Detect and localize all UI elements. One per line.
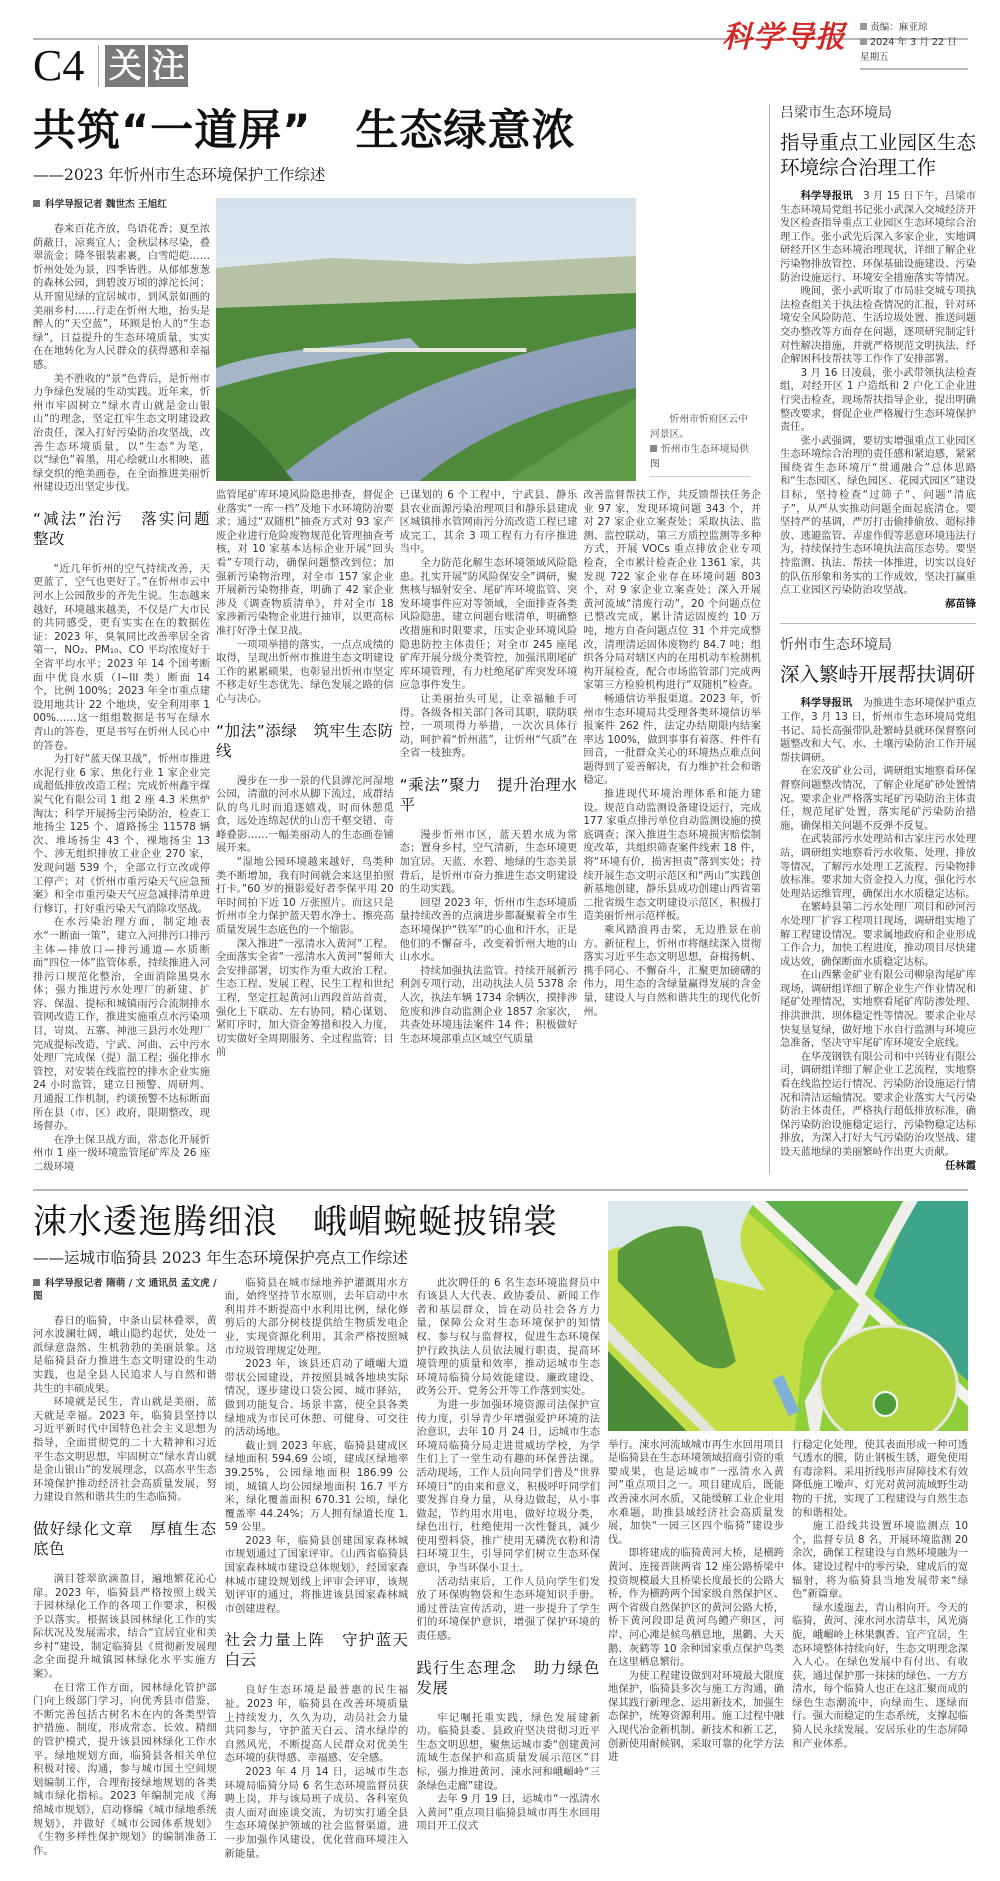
article1-subtitle: ——2023 年忻州市生态环境保护工作综述 bbox=[33, 166, 326, 184]
article1-column-4 bbox=[583, 489, 761, 1019]
body-paragraph: 在日常工作方面，园林绿化管护部门向上级部门学习，向优秀县市借鉴，不断完善包括古树名木在内的各类型管护措施、制度，形成常态、长效、精细的管护模式，提升该县园林绿化工作水平。绿地规划方面，临猗县各相关单位积极对接、沟通，参与城市国土空间规划编制工作，合理衔接绿地规划的各类城市绿化指标。2023 年编制完成《海绵城市规划》，启动修编《城市绿地系统规划》，并做好《城市公园体系规划》《生物多样性保护规划》的编制准备工作。 bbox=[33, 1681, 217, 1857]
photo-caption bbox=[650, 412, 750, 481]
story2-title: 深入繁峙开展帮扶调研 bbox=[780, 663, 976, 687]
body-paragraph: 在水污染治理方面，制定地表水“一断面一策”，建立入河排污口排污主体—排放口—排污通道—水质断面“四位一体”监管体系，持续推进入河排污口规范化整治，全面消除黑臭水体；强力推进污水处理厂的新建、扩容、保温、提标和城镇雨污合流制排水管网改造工作，推进实施重点水污染项目，岢岚、五寨、神池三县污水处理厂完成提标改造，宁武、河曲、云中污水处理厂完成保（提）温工程；强化排水管控，对安装在线监控的排水企业实施 24 小时监管，建立日预警、周研判、月通报工作机制，约谈预警不达标断面所在县（市、区）政府，限期整改，现场督办。 bbox=[33, 916, 210, 1133]
paragraph-text: 3 月 16 日凌晨，张小武带领执法检查组，对经开区 1 户造纸和 2 户化工企业进行突击检查，现场帮扶指导企业，提出明确整改要求，督促企业严格履行生态环境保护责任。 bbox=[780, 366, 976, 434]
square-bullet-icon bbox=[650, 445, 657, 452]
section-heading: “乘法”聚力 提升治理水平 bbox=[399, 775, 578, 814]
paragraph-list bbox=[780, 697, 976, 1173]
body-paragraph: 即将建成的临猗黄河大桥，是横跨黄河、连接晋陕两省 12 座公路桥梁中投资规模最大且桥梁长度最长的公路大桥，作为横跨两个国家级自然保护区、两个省级自然保护区的黄河公路大桥，桥下黄河段即是黄河鸟鳢产卵区，河岸、河心滩是候鸟栖息地，黑鹳、大天鹅、灰鹤等 10 余种国家重点保护鸟类在这里栖息繁衍。 bbox=[608, 1547, 784, 1669]
caption-rule bbox=[650, 476, 750, 477]
article1-photo-row bbox=[216, 198, 761, 481]
article2-columns-left bbox=[33, 1277, 600, 1862]
body-paragraph: 为打好“蓝天保卫战”，忻州市推进水泥行业 6 家、焦化行业 1 家企业完成超低排放改造工程；完成忻州鑫宇煤炭气化有限公司 1 组 2 座 4.3 米焦炉淘汰；科学开展扬尘污染防治，检查工地扬尘 125 个、道路扬尘 11578 辆次、堆场扬尘 43 个、裸地扬尘 13 个、涉无组织排放工业企业 270 家，发现问题 539 个，全部立行立改或停工停产；对《忻州市重污染天气应急预案》和全市重污染天气应急减排清单进行修订，打好重污染天气消除攻坚战。 bbox=[33, 753, 210, 915]
article2-column-2 bbox=[225, 1277, 409, 1862]
article1-body bbox=[33, 198, 761, 1175]
paragraph-list bbox=[216, 489, 394, 1060]
body-paragraph bbox=[780, 697, 976, 765]
article2-column-5 bbox=[792, 1439, 968, 1752]
paragraph-text: 张小武强调，要切实增强重点工业园区生态环境综合治理的责任感和紧迫感，紧紧围绕省生态环境厅“贯通融合”总体思路和“生态园区、绿色园区、花园式园区”建设目标，坚持检查“过筛子”、问题“清底子”，从严从实推动问题全面起底清仓。要坚持严的基调，严厉打击偷排偷放、超标排放、逃避监管、弄虚作假等恶意环境违法行为，持续保持生态环境执法高压态势。要坚持监测、执法、帮扶一体推进，切实以良好的队伍形象和务实的工作成效，坚决打赢重点工业园区污染防治攻坚战。 bbox=[780, 434, 977, 597]
section-heading: 社会力量上阵 守护蓝天白云 bbox=[224, 1631, 409, 1670]
article2-title: 涑水逶迤腾细浪 峨嵋蜿蜒披锦裳 bbox=[33, 1201, 558, 1242]
author-signature: 郝苗锋 bbox=[945, 597, 976, 610]
paragraph-list bbox=[33, 1315, 217, 1859]
dateline: 科学导报讯 bbox=[800, 190, 853, 202]
masthead-right bbox=[722, 20, 968, 70]
body-paragraph: 截止到 2023 年底，临猗县建成区绿地面积 594.69 公顷，建成区绿地率 39.25%，公园绿地面积 186.99 公顷，城镇人均公园绿地面积 16.7 平方米，绿化覆盖面积 670.31 公顷，绿化覆盖率 44.24%；万人拥有绿道长度 1.59 公里。 bbox=[224, 1439, 409, 1534]
masthead-left bbox=[33, 40, 188, 90]
body-paragraph: “湿地公园环境越来越好，鸟类种类不断增加，我有时间就会来这里拍照打卡。”60 岁的摄影爱好者李保平用 20 年时间拍下近 10 万张照片。而这只是忻州市全力保护蓝天碧水净土、擦亮高质量发展生态底色的一个缩影。 bbox=[216, 856, 394, 937]
article2-column-3 bbox=[416, 1277, 600, 1834]
story1-title: 指导重点工业园区生态环境综合治理工作 bbox=[780, 131, 976, 179]
article1-columns bbox=[216, 489, 761, 1060]
paragraph-text: 3 月 15 日下午，吕梁市生态环境局党组书记张小武深入交城经济开发区检查指导重点工业园区生态环境综合治理工作。张小武先后深入多家企业，实地调研经开区生态环境治理现状，详细了解企业污染物排放管控、环保基础设施建设、污染防治设施运行、环境安全措施落实等情况。 bbox=[780, 190, 977, 284]
sidebar-story-2 bbox=[780, 636, 976, 1173]
body-paragraph: 畅通信访举报渠道。2023 年，忻州市生态环境局共受理各类环境信访举报案件 262 件，法定办结期限内结案率达 100%，做到事事有着落、件件有回音，一批群众关心的环境热点难点问题得到了妥善解决，有力维护社会和谐稳定。 bbox=[583, 692, 762, 787]
body-paragraph: 施工沿线共设置环境监测点 10 个，监督专员 8 名，开展环境监测 20 余次，确保工程建设与自然环境融为一体。建设过程中的零污染，建成后的宽辐射，将为临猗县当地发展带来“绿色”新篇章。 bbox=[792, 1520, 968, 1601]
dateline: 科学导报讯 bbox=[800, 697, 853, 710]
page-number: C4 bbox=[33, 41, 85, 90]
body-paragraph: 举行。涑水河流域城市再生水回用项目是临猗县在生态环境领域招商引资的重要成果，也是运城市“一泓清水入黄河”重点项目之一。项目建成后，既能改善涑水河水质，又能缓解工业企业用水难题，助推县域经济社会高质量发展，加快“一园三区四个临猗”建设步伐。 bbox=[608, 1438, 784, 1546]
body-paragraph: 持续加强执法监管。持续开展新污利剑专项行动，出动执法人员 5378 余人次，执法车辆 1734 余辆次，摸排涉危废和涉自动监测企业 1857 余家次，共查处环境违法案件 14 件；积极做好生态环境部重点区域空气质量 bbox=[399, 964, 578, 1045]
paragraph-text: 在繁峙县第二污水处理厂项目和砂河污水处理厂扩容工程项目现场，调研组实地了解工程建设情况。要求属地政府和企业形成工作合力，加快工程进度，推动项目尽快建成达效，确保断面水质稳定达标。 bbox=[780, 901, 976, 968]
paragraph-list bbox=[416, 1277, 600, 1834]
body-paragraph: 良好生态环境是最普惠的民生福祉。2023 年，临猗县在改善环境质量上持续发力，久久为功，动员社会力量共同参与，守护蓝天白云、清水绿岸的自然风光，不断提高人民群众对优美生态环境的获得感、幸福感、安全感。 bbox=[224, 1684, 409, 1765]
article2-subtitle: ——运城市临猗县 2023 年生态环境保护亮点工作综述 bbox=[33, 1248, 408, 1267]
section-heading: “加法”添绿 筑牢生态防线 bbox=[216, 721, 394, 760]
article1-byline bbox=[33, 198, 210, 211]
issue-meta bbox=[860, 20, 968, 70]
square-bullet-icon bbox=[860, 38, 867, 45]
square-bullet-icon bbox=[33, 200, 40, 207]
caption-text: 忻州市忻府区云中河景区。 bbox=[650, 414, 748, 440]
author-signature-line bbox=[780, 1160, 976, 1174]
body-paragraph: 2023 年，该县还启动了峨嵋大道带状公园建设，并按照县城各地块实际情况，逐步建设口袋公园、城市驿站，做到功能复合、场景丰富，使全县各类绿地成为市民可休憩、可健身、可交往的活动场地。 bbox=[224, 1358, 409, 1439]
body-paragraph bbox=[780, 1051, 976, 1160]
newspaper-logo: 科学导报 bbox=[722, 20, 846, 55]
body-paragraph: 乘风踏浪再击桨，无边胜景在前方。新征程上，忻州市将继续深入贯彻落实习近平生态文明思想，奋楫扬帆、携手同心、不懈奋斗，汇聚更加磅礴的伟力，用生态的含绿量赢得发展的含金量，建设人与自然和谐共生的现代化忻州。 bbox=[583, 924, 762, 1018]
body-paragraph: 满目苍翠欲滴盈目，遍地繁花沁心扉。2023 年，临猗县严格按照上级关于园林绿化工作的各项工作要求，积极予以落实。根据该县园林绿化工作的实际状况及发展需求，结合“宜居宜业和美乡村”建设，制定临猗县《贯彻新发展理念全面提升城镇园林绿化水平实施方案》。 bbox=[33, 1572, 217, 1681]
body-paragraph: 一项项举措的落实，一点点成绩的取得，呈现出忻州市推进生态文明建设工作的累累硕果，也彰显出忻州市坚定不移走好生态优先、绿色发展之路的信心与决心。 bbox=[216, 638, 394, 705]
article2-photo-aerial-wetland bbox=[608, 1201, 968, 1431]
sidebar-story-1 bbox=[780, 104, 976, 611]
article2-column-1 bbox=[33, 1277, 217, 1859]
byline-text: 科学导报记者 隋萌 / 文 通讯员 孟文虎 / 图 bbox=[33, 1277, 217, 1302]
body-paragraph: 去年 9 月 19 日，运城市“一泓清水入黄河”重点项目临猗县城市再生水回用项目开工仪式 bbox=[416, 1793, 601, 1833]
body-paragraph: 绿水逶迤去，青山相向开。今天的临猗，黄河、涑水河水清草丰，风光旖旎，峨嵋岭上林果飘香、宜产宜居，生态环境整体持续向好，生态文明理念深入人心。在绿色发展中有付出、有收获，通过保护那一抹抹的绿色、一方方清水，每个临猗人也正在这汇聚而成的绿色生态潮流中，向绿而生、逐绿而行。强大而稳定的生态系统，支撑起临猗人民永续发展、安居乐业的生态屏障和产业体系。 bbox=[792, 1601, 968, 1750]
sidebar bbox=[769, 104, 976, 1175]
body-paragraph bbox=[780, 833, 976, 901]
date-text: 2024 年 3 月 22 日 星期五 bbox=[860, 37, 967, 63]
article2-byline bbox=[33, 1277, 217, 1303]
body-paragraph: 活动结束后，工作人员向学生们发放了环保购物袋和生态环境知识手册。通过普法宣传活动，进一步提升了学生们的环境保护意识，增强了保护环境的责任感。 bbox=[416, 1575, 601, 1643]
article1-right-block bbox=[216, 198, 761, 1060]
body-paragraph: 深入推进“一泓清水入黄河”工程。全面落实全省“一泓清水入黄河”誓师大会安排部署，切实作为重大政治工程、生态工程、发展工程、民生工程和世纪工程，坚定扛起黄河山西段首站首责，强化上下联动、左右协同，精心谋划、紧盯序时，加大资金筹措和投入力度，切实做好全周期服务、全过程监管；目前 bbox=[216, 937, 394, 1059]
paragraph-list bbox=[608, 1439, 784, 1765]
body-paragraph: 2023 年，临猗县创建国家森林城市规划通过了国家评审。《山西省临猗县国家森林城市建设总体规划》，经国家森林城市建设规划线上评审会评审，该规划评审的通过，将推进该县国家森林城市创建进程。 bbox=[224, 1534, 409, 1615]
body-paragraph: 此次聘任的 6 名生态环境监督员中有该县人大代表、政协委员、新闻工作者和基层群众，旨在动员社会各方力量，保障公众对生态环境保护的知情权、参与权与监督权，促进生态环境保护行政执法人员依法履行职责，提高环境管理的质量和效率，推动运城市生态环境局临猗分局效能建设、廉政建设、政务公开、党务公开等工作落到实处。 bbox=[416, 1276, 601, 1398]
article2 bbox=[33, 1201, 968, 1862]
body-paragraph: 漫步在一步一景的代县滹沱河湿地公园，清澈的河水从脚下流过，成群结队的鸟儿时而追逐嬉戏，时而休憩觅食，远处连绵起伏的山峦千壑交错、奇峰叠影……一幅美丽动人的生态画卷铺展开来。 bbox=[216, 774, 394, 855]
photo-credit bbox=[650, 442, 750, 472]
author-signature-line bbox=[780, 598, 976, 612]
editor-info bbox=[860, 20, 968, 35]
paragraph-text: 在华茂钢铁有限公司和中兴铸业有限公司，调研组详细了解企业工艺流程，实地察看在线监控运行情况、污染防治设施运行情况和清洁运输情况。要求企业落实大气污染防治主体责任，严格执行超低排放标准，确保污染防治设施稳定运行，污染物稳定达标排放，为深入打好大气污染防治攻坚战、建设天蓝地绿的美丽繁峙作出更大贡献。 bbox=[780, 1050, 976, 1158]
byline-text: 科学导报记者 魏世杰 王旭红 bbox=[45, 199, 167, 210]
top-section bbox=[33, 104, 977, 1175]
article2-column-4 bbox=[608, 1439, 784, 1765]
body-paragraph bbox=[780, 435, 976, 598]
credit-text: 忻州市生态环境局供图 bbox=[650, 444, 750, 470]
body-paragraph: 春日的临猗，中条山层林叠翠，黄河水波澜壮阔，峨山隐约起伏，处处一派绿意盎然、生机勃勃的美丽景象。这是临猗县奋力推进生态文明建设的生动实践，也是全县人民追求人与自然和谐共生的丰硕成果。 bbox=[33, 1314, 217, 1395]
body-paragraph: 临猗县在城市绿地养护灌溉用水方面，始终坚持节水原则，去年启动中水利用并不断提高中水利用比例，绿化修剪后的大部分树枝提供给生物质发电企业，实现资源化利用，其余严格按照城市垃圾管理规定处理。 bbox=[224, 1276, 409, 1357]
author-signature: 任林霞 bbox=[945, 1159, 976, 1172]
article1-column-2 bbox=[216, 489, 394, 1060]
body-paragraph: 美不胜收的“景”色背后，是忻州市力争绿色发展的生动实践。近年来，忻州市牢固树立“绿水青山就是金山银山”的理念，坚定扛牢生态文明建设政治责任，深入打好污染防治攻坚战，改善生态环境质量，以“生态”为笔，以“绿色”着墨，用心绘就山水相映、蓝绿交织的绝美画卷，在全面推进美丽忻州建设迈出坚定步伐。 bbox=[33, 372, 210, 494]
body-paragraph: 回望 2023 年，忻州市生态环境质量持续改善的点滴进步都凝聚着全市生态环境保护“铁军”的心血和汗水，正是他们的不懈奋斗，改变着忻州大地的山山水水。 bbox=[399, 896, 578, 964]
body-paragraph: 为使工程建设做到对环境最大限度地保护，临猗县多次与施工方沟通，确保其践行新理念、运用新技术，加强生态保护，统筹资源利用。施工过程中融入现代冶金新机制、新技术和新工艺，创新使用耐候钢，采取可靠的化学方法进 bbox=[608, 1669, 784, 1764]
body-paragraph bbox=[780, 285, 976, 367]
body-paragraph: 2023 年 4 月 14 日，运城市生态环境局临猗分局 6 名生态环境监督员获聘上岗，并与该局班子成员、各科室负责人面对面座谈交流，为切实打通全县生态环境保护领域的社会监督渠道，进一步加强作风建设，优化营商环境注入新能量。 bbox=[224, 1766, 409, 1860]
body-paragraph: 为进一步加强环境资源司法保护宣传力度，引导青少年增强爱护环境的法治意识，去年 10 月 24 日，运城市生态环境局临猗分局走进贯威坊学校，为学生们上了一堂生动有趣的环保普法课。活动现场，工作人员向同学们普及“世界环境日”的由来和意义，积极呼吁同学们要发挥自身力量，从身边做起，从小事做起，节约用水用电，做好垃圾分类，绿色出行，杜绝使用一次性餐具，减少使用塑料袋，推广使用无磷洗衣粉和清扫环境卫生，引导同学们树立生态环保意识，争当环保小卫士。 bbox=[416, 1398, 601, 1575]
article1-column-1 bbox=[33, 198, 210, 1175]
article1-title: 共筑“一道屏” 生态绿意浓 bbox=[33, 106, 576, 156]
paragraph-list bbox=[225, 1277, 409, 1862]
section-heading: “减法”治污 落实问题整改 bbox=[33, 509, 210, 548]
bottom-section bbox=[33, 1189, 968, 1862]
story1-kicker: 吕梁市生态环境局 bbox=[780, 105, 892, 121]
body-paragraph bbox=[780, 367, 976, 435]
article2-columns-right bbox=[608, 1439, 968, 1765]
body-paragraph: 行稳定化处理，使其表面形成一种可透气透水的膜，防止钢板生锈，避免使用有毒涂料。采用折线形声屏障技术有效降低施工噪声、灯光对黄河流域野生动物的干扰，实现了工程建设与自然生态的和谐相处。 bbox=[792, 1438, 968, 1519]
section-heading: 践行生态理念 助力绿色发展 bbox=[416, 1658, 601, 1697]
body-paragraph: 全力防范化解生态环境领域风险隐患。扎实开展“防风险保安全”调研，聚焦核与辐射安全、尾矿库环境监管、突发环境事件应对等领域，全面排查各类风险隐患，建立问题台账清单，明确整改措施和时限要求，压实企业环境风险隐患防控主体责任；对全市 245 座尾矿库开展分级分类管控，加强汛期尾矿库环境管理，有力杜绝尾矿库突发环境应急事件发生。 bbox=[399, 556, 578, 692]
body-paragraph: 已谋划的 6 个工程中，宁武县、静乐县农业面源污染治理项目和静乐县建成区城镇排水管网雨污分流改造工程已建成完工，其余 3 项工程有力有序推进当中。 bbox=[399, 489, 578, 556]
article2-left-block bbox=[33, 1201, 600, 1862]
article1 bbox=[33, 104, 761, 1175]
section-heading: 做好绿化文章 厚植生态底色 bbox=[33, 1519, 217, 1558]
body-paragraph bbox=[780, 765, 976, 833]
body-paragraph: 监管尾矿库环境风险隐患排查，督促企业落实“一库一档”及地下水环境防治要求；通过“双随机”抽查方式对 93 家产废企业进行危险废物规范化管理抽查考核，对 10 家基本达标企业开展“回头看”专项行动，确保问题整改到位；加强新污染物治理，对全市 157 家企业开展新污染物排查，明确了 42 家企业涉及《调查物质清单》，并对全市 18 家涉新污染物企业进行抽审，以更高标准打好净土保卫战。 bbox=[216, 489, 394, 637]
body-paragraph: 环境就是民生，青山就是美丽，蓝天就是幸福。2023 年，临猗县坚持以习近平新时代中国特色社会主义思想为指导，全面贯彻党的二十大精神和习近平生态文明思想，牢固树立“绿水青山就是金山银山”的发展理念，以高水平生态环境保护推动经济社会高质量发展，努力建设自然和谐共生的生态临猗。 bbox=[33, 1396, 217, 1504]
body-paragraph: 在净土保卫战方面，常态化开展忻州市 1 座一级环境监管尾矿库及 26 座二级环境 bbox=[33, 1133, 210, 1173]
article2-right-block bbox=[608, 1201, 968, 1765]
section-char: 关 bbox=[105, 45, 145, 87]
paragraph-list bbox=[792, 1439, 968, 1752]
body-paragraph: 改善监督帮扶工作，共反馈帮扶任务企业 97 家，发现环境问题 343 个，并对 27 家企业立案查处；采取执法、监测、监控联动，第三方质控监测等多种方式，开展 VOCs 重点排放企业专项检查，全市累计检查企业 1361 家，共发现 722 家企业存在环境问题 803 个，对 9 家企业立案查处；深入开展黄河流域“清废行动”，20 个问题点位已整改完成，累计清运固废约 10 万吨，地方自查问题点位 31 个并完成整改，清理清运固体废物约 84.7 吨；组织各分局对辖区内的在用机动车检测机构开展检查，配合市场监管部门完成两家第三方检验机构进行“双随机”检查。 bbox=[583, 489, 762, 692]
body-paragraph: 推进现代环境治理体系和能力建设。规范自动监测设备建设运行，完成 177 家重点排污单位自动监测设施的摸底调查；深入推进生态环境损害赔偿制度改革，共组织筛查案件线索 18 件，将“环境有价，损害担责”落到实处；持续开展生态文明示范区和“两山”实践创新基地创建，静乐县成功创建山西省第二批省级生态文明建设示范区，积极打造美丽忻州示范样板。 bbox=[583, 788, 762, 923]
square-bullet-icon bbox=[860, 23, 867, 30]
masthead bbox=[33, 20, 968, 90]
issue-date bbox=[860, 35, 968, 65]
body-paragraph: 春来百花齐放，鸟语花香；夏至浓荫蔽日，凉爽宜人；金秋层林尽染，叠翠流金；隆冬银装素裹，白雪皑皑……忻州处处为景，四季皆胜。从郁郁葱葱的森林公园，到碧波万顷的滹沱长河；从开窗见绿的宜居城市，到风景如画的美丽乡村……行走在忻州大地，抬头是醉人的“天空蓝”，环顾是怡人的“生态绿”，日益提升的生态环境质量，实实在在地转化为人民群众的获得感和幸福感。 bbox=[33, 223, 210, 371]
editor-name: 责编：麻亚琼 bbox=[870, 22, 928, 33]
paragraph-text: 在宏茂矿业公司，调研组实地察看环保督察问题整改情况，了解企业尾矿砂处置情况。要求企业严格落实尾矿污染防治主体责任，规范尾矿处置，落实尾矿污染防治措施，确保相关问题不反弹不反复。 bbox=[780, 765, 976, 832]
body-paragraph bbox=[780, 901, 976, 969]
sidebar-story-rule bbox=[780, 623, 976, 624]
section-char: 注 bbox=[148, 45, 188, 87]
body-paragraph: 让美丽抬头可见，让幸福触手可得。各级各相关部门各司其职，联防联控，一项项得力举措，一次次具体行动，呵护着“忻州蓝”，让忻州“气质”在全省一枝独秀。 bbox=[399, 692, 578, 760]
section-tag bbox=[98, 45, 188, 87]
paragraph-text: 为推进生态环境保护重点工作，3 月 13 日，忻州市生态环境局党组书记、局长高强带队赴繁峙县就环保督察问题整改和大气、水、土壤污染防治工作开展帮扶调研。 bbox=[780, 697, 977, 764]
body-paragraph: 牢记嘱托重实践，绿色发展建新功。临猗县委、县政府坚决贯彻习近平生态文明思想，聚焦运城市委“创建黄河流域生态保护和高质量发展示范区”目标，强力推进黄河、涑水河和峨嵋岭“三条绿色走廊”建设。 bbox=[416, 1711, 601, 1792]
body-paragraph bbox=[780, 190, 976, 285]
paragraph-text: 在山西紫金矿业有限公司柳泉沟尾矿库现场，调研组详细了解企业生产作业情况和尾矿处理情况，实地察看尾矿库防渗处理、排洪泄洪、坝体稳定性等情况。要求企业尽快复垦复绿，做好地下水自行监测与环境应急准备，坚决守牢尾矿库环境安全底线。 bbox=[780, 969, 976, 1050]
article1-column-3 bbox=[400, 489, 578, 1046]
paragraph-list bbox=[400, 489, 578, 1046]
body-paragraph: “近几年忻州的空气持续改善，天更蓝了，空气也更好了。”在忻州市云中河水上公园散步的齐先生说。生态越来越好，环境越来越美，不仅是广大市民的共同感受，更有实实在在的数据佐证：2023 年，臭氧同比改善率居全省第一，NO₂、PM₁₀、CO 平均浓度好于全省平均水平；2023 年 14 个国考断面中优良水质（I~III 类）断面 14 个，比例 100%；2023 年全市重点建设用地共计 22 个地块，安全利用率 100%……这一组组数据是书写在绿水青山的答卷，更是书写在忻州人民心中的答卷。 bbox=[33, 562, 210, 752]
story2-kicker: 忻州市生态环境局 bbox=[780, 637, 892, 654]
paragraph-text: 在武装部污水处理站和古家庄污水处理站，调研组实地察看污水收集、处理、排放等情况，了解污水处理工艺流程、污染物排放标准。要求加大资金投入力度，强化污水处理站运维管理，确保出水水质稳定达标。 bbox=[780, 833, 976, 900]
body-paragraph bbox=[780, 969, 976, 1051]
paragraph-text: 晚间，张小武听取了市局驻交城专项执法检查组关于执法检查情况的汇报，针对环境安全风险防范、生活垃圾处置、推送问题交办整改等方面存在问题，逐项研究制定针对性解决措施，并就严格规范文明执法、纾企解困科技帮扶等工作作了安排部署。 bbox=[780, 285, 976, 366]
body-paragraph: 漫步忻州市区，蓝天碧水成为常态；置身乡村，空气清新，生态环境更加宜居。天蓝、水碧、地绿的生态美景背后，是忻州市奋力推进生态文明建设的生动实践。 bbox=[399, 828, 578, 896]
paragraph-list bbox=[780, 190, 976, 611]
paragraph-list bbox=[583, 489, 761, 1019]
paragraph-list bbox=[33, 223, 210, 1175]
article1-photo-river-park bbox=[216, 198, 636, 481]
square-bullet-icon bbox=[33, 1279, 40, 1286]
